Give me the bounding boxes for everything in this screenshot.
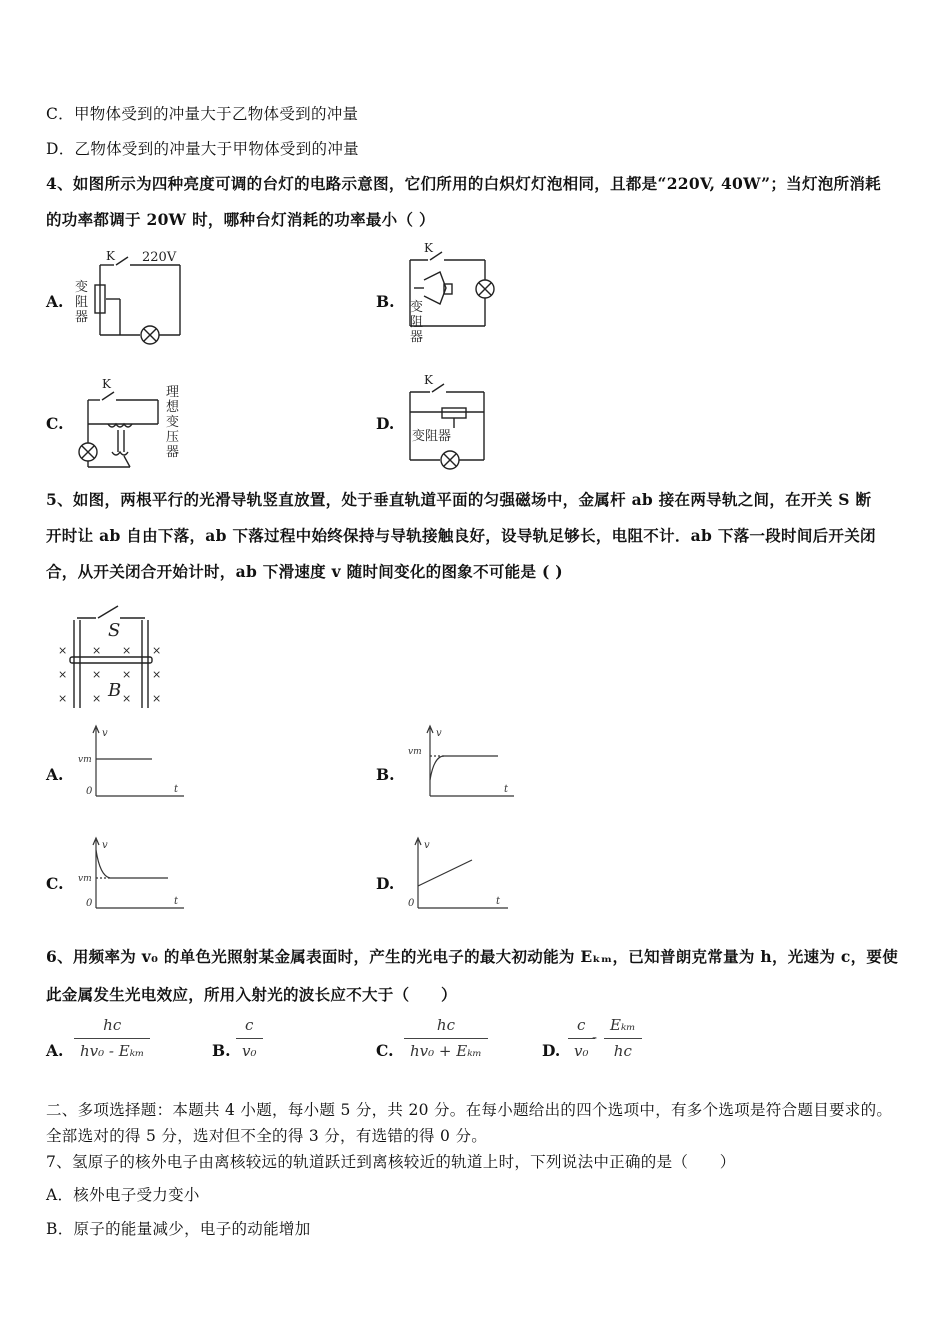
q5c-t-label: t bbox=[174, 896, 179, 907]
q5b-vm-label: vm bbox=[408, 747, 422, 757]
q5a-t-label: t bbox=[174, 784, 179, 795]
q5-label-b: B. bbox=[376, 765, 395, 784]
q4-circuit-d bbox=[402, 372, 502, 472]
q6-option-d-fraction-2 bbox=[604, 1016, 642, 1060]
q4a-k-label: K bbox=[106, 249, 115, 263]
q5-graph-a bbox=[74, 722, 194, 804]
q4a-rheostat-char-3: 器 bbox=[75, 310, 89, 325]
q4b-k-label: K bbox=[424, 241, 433, 255]
q5c-origin: 0 bbox=[86, 898, 93, 909]
q6a-numerator: hc bbox=[103, 1016, 122, 1034]
svg-text:×: × bbox=[152, 668, 162, 681]
svg-text:×: × bbox=[92, 668, 102, 681]
q5-stem-line3: 合，从开关闭合开始计时，ab 下滑速度 v 随时间变化的图象不可能是 ( ) bbox=[46, 562, 563, 581]
q5d-v-label: v bbox=[424, 840, 430, 851]
svg-text:×: × bbox=[122, 668, 132, 681]
q6d2-denominator: hc bbox=[604, 1038, 642, 1060]
q6b-numerator: c bbox=[245, 1016, 254, 1034]
q6c-numerator: hc bbox=[436, 1016, 455, 1034]
q6-option-c-fraction bbox=[404, 1016, 488, 1060]
q5d-origin: 0 bbox=[408, 898, 415, 909]
q5b-t-label: t bbox=[504, 784, 509, 795]
q6-stem-line2: 此金属发生光电效应，所用入射光的波长应不大于（ ） bbox=[46, 985, 457, 1004]
q6-label-d: D. bbox=[542, 1041, 561, 1060]
q4c-k-label: K bbox=[102, 377, 111, 391]
q4b-rheostat-char-3: 器 bbox=[410, 330, 424, 345]
svg-text:×: × bbox=[58, 668, 68, 681]
q6-option-b-fraction bbox=[236, 1016, 263, 1060]
q3-option-d: D．乙物体受到的冲量大于甲物体受到的冲量 bbox=[46, 140, 359, 158]
svg-text:×: × bbox=[152, 692, 162, 705]
svg-text:×: × bbox=[92, 644, 102, 657]
q3-option-c: C．甲物体受到的冲量大于乙物体受到的冲量 bbox=[46, 105, 359, 123]
q6d2-numerator: Eₖₘ bbox=[610, 1016, 636, 1034]
q5-label-c: C. bbox=[46, 874, 64, 893]
q4d-rheostat-label: 变阻器 bbox=[412, 429, 452, 444]
q6d1-numerator: c bbox=[577, 1016, 586, 1034]
q7-stem: 7、氢原子的核外电子由离核较远的轨道跃迁到离核较近的轨道上时，下列说法中正确的是（ ） bbox=[46, 1153, 736, 1171]
q6-label-c: C. bbox=[376, 1041, 394, 1060]
q6-option-d-minus: - bbox=[592, 1028, 598, 1046]
q4-stem-line2: 的功率都调于 20W 时，哪种台灯消耗的功率最小（ ） bbox=[46, 210, 435, 229]
q6-label-b: B. bbox=[212, 1041, 231, 1060]
q5b-v-label: v bbox=[436, 728, 442, 739]
svg-text:×: × bbox=[58, 644, 68, 657]
q5a-origin: 0 bbox=[86, 786, 93, 797]
q4c-transformer-char-1: 理 bbox=[166, 385, 180, 400]
q6b-denominator: v₀ bbox=[236, 1038, 263, 1060]
q5a-v-label: v bbox=[102, 728, 108, 739]
q4b-rheostat-char-1: 变 bbox=[410, 300, 424, 315]
q4-label-a: A. bbox=[46, 292, 64, 311]
q4-circuit-a bbox=[70, 245, 190, 350]
q5-stem-line1: 5、如图，两根平行的光滑导轨竖直放置，处于垂直轨道平面的匀强磁场中，金属杆 ab 接在两导轨之间，在开关 S 断 bbox=[46, 490, 872, 509]
svg-text:×: × bbox=[122, 644, 132, 657]
q4-stem-line1: 4、如图所示为四种亮度可调的台灯的电路示意图，它们所用的白炽灯灯泡相同，且都是“220V, 40W”；当灯泡所消耗 bbox=[46, 174, 881, 193]
q4c-transformer-char-5: 器 bbox=[166, 445, 180, 460]
q6-stem-line1: 6、用频率为 v₀ 的单色光照射某金属表面时，产生的光电子的最大初动能为 Eₖₘ，已知普朗克常量为 h，光速为 c，要使 bbox=[46, 947, 898, 966]
q7-option-a: A．核外电子受力变小 bbox=[46, 1186, 200, 1204]
q6d1-denominator: v₀ bbox=[568, 1038, 595, 1060]
svg-text:×: × bbox=[122, 692, 132, 705]
q4c-transformer-char-4: 压 bbox=[166, 430, 180, 445]
q5c-vm-label: vm bbox=[78, 874, 92, 884]
svg-text:×: × bbox=[92, 692, 102, 705]
q4a-rheostat-char-1: 变 bbox=[75, 280, 89, 295]
q6c-denominator: hv₀ + Eₖₘ bbox=[404, 1038, 488, 1060]
q5-label-a: A. bbox=[46, 765, 64, 784]
section2-heading-line1: 二、多项选择题：本题共 4 小题，每小题 5 分，共 20 分。在每小题给出的四个选项中，有多个选项是符合题目要求的。 bbox=[46, 1101, 893, 1119]
q7-option-b: B．原子的能量减少，电子的动能增加 bbox=[46, 1220, 311, 1238]
q5c-v-label: v bbox=[102, 840, 108, 851]
q5-graph-b bbox=[404, 722, 524, 804]
q4-label-c: C. bbox=[46, 414, 64, 433]
q4-label-b: B. bbox=[376, 292, 395, 311]
q4c-transformer-char-3: 变 bbox=[166, 415, 180, 430]
q4a-rheostat-char-2: 阻 bbox=[75, 295, 89, 310]
q4-label-d: D. bbox=[376, 414, 395, 433]
q5-graph-d bbox=[404, 834, 524, 916]
q4a-voltage-label: 220V bbox=[142, 250, 177, 265]
svg-text:×: × bbox=[58, 692, 68, 705]
q4-circuit-c bbox=[72, 372, 192, 472]
q5-switch-label: S bbox=[108, 620, 121, 641]
q5-graph-c bbox=[74, 834, 194, 916]
q6-option-a-fraction bbox=[74, 1016, 150, 1060]
q5-stem-line2: 开时让 ab 自由下落，ab 下落过程中始终保持与导轨接触良好，设导轨足够长，电阻不计．ab 下落一段时间后开关闭 bbox=[46, 526, 876, 545]
q5-field-label: B bbox=[108, 680, 122, 701]
q4b-rheostat-char-2: 阻 bbox=[410, 315, 424, 330]
q6a-denominator: hv₀ - Eₖₘ bbox=[74, 1038, 150, 1060]
q5-label-d: D. bbox=[376, 874, 395, 893]
svg-text:×: × bbox=[152, 644, 162, 657]
q5-rail-diagram bbox=[52, 600, 162, 712]
q6-option-d-fraction-1 bbox=[568, 1016, 598, 1060]
q4c-transformer-char-2: 想 bbox=[166, 400, 180, 415]
q6-label-a: A. bbox=[46, 1041, 64, 1060]
q4-circuit-b bbox=[400, 238, 500, 350]
section2-heading-line2: 全部选对的得 5 分，选对但不全的得 3 分，有选错的得 0 分。 bbox=[46, 1127, 488, 1145]
q5d-t-label: t bbox=[496, 896, 501, 907]
q5a-vm-label: vm bbox=[78, 755, 92, 765]
q4d-k-label: K bbox=[424, 373, 433, 387]
